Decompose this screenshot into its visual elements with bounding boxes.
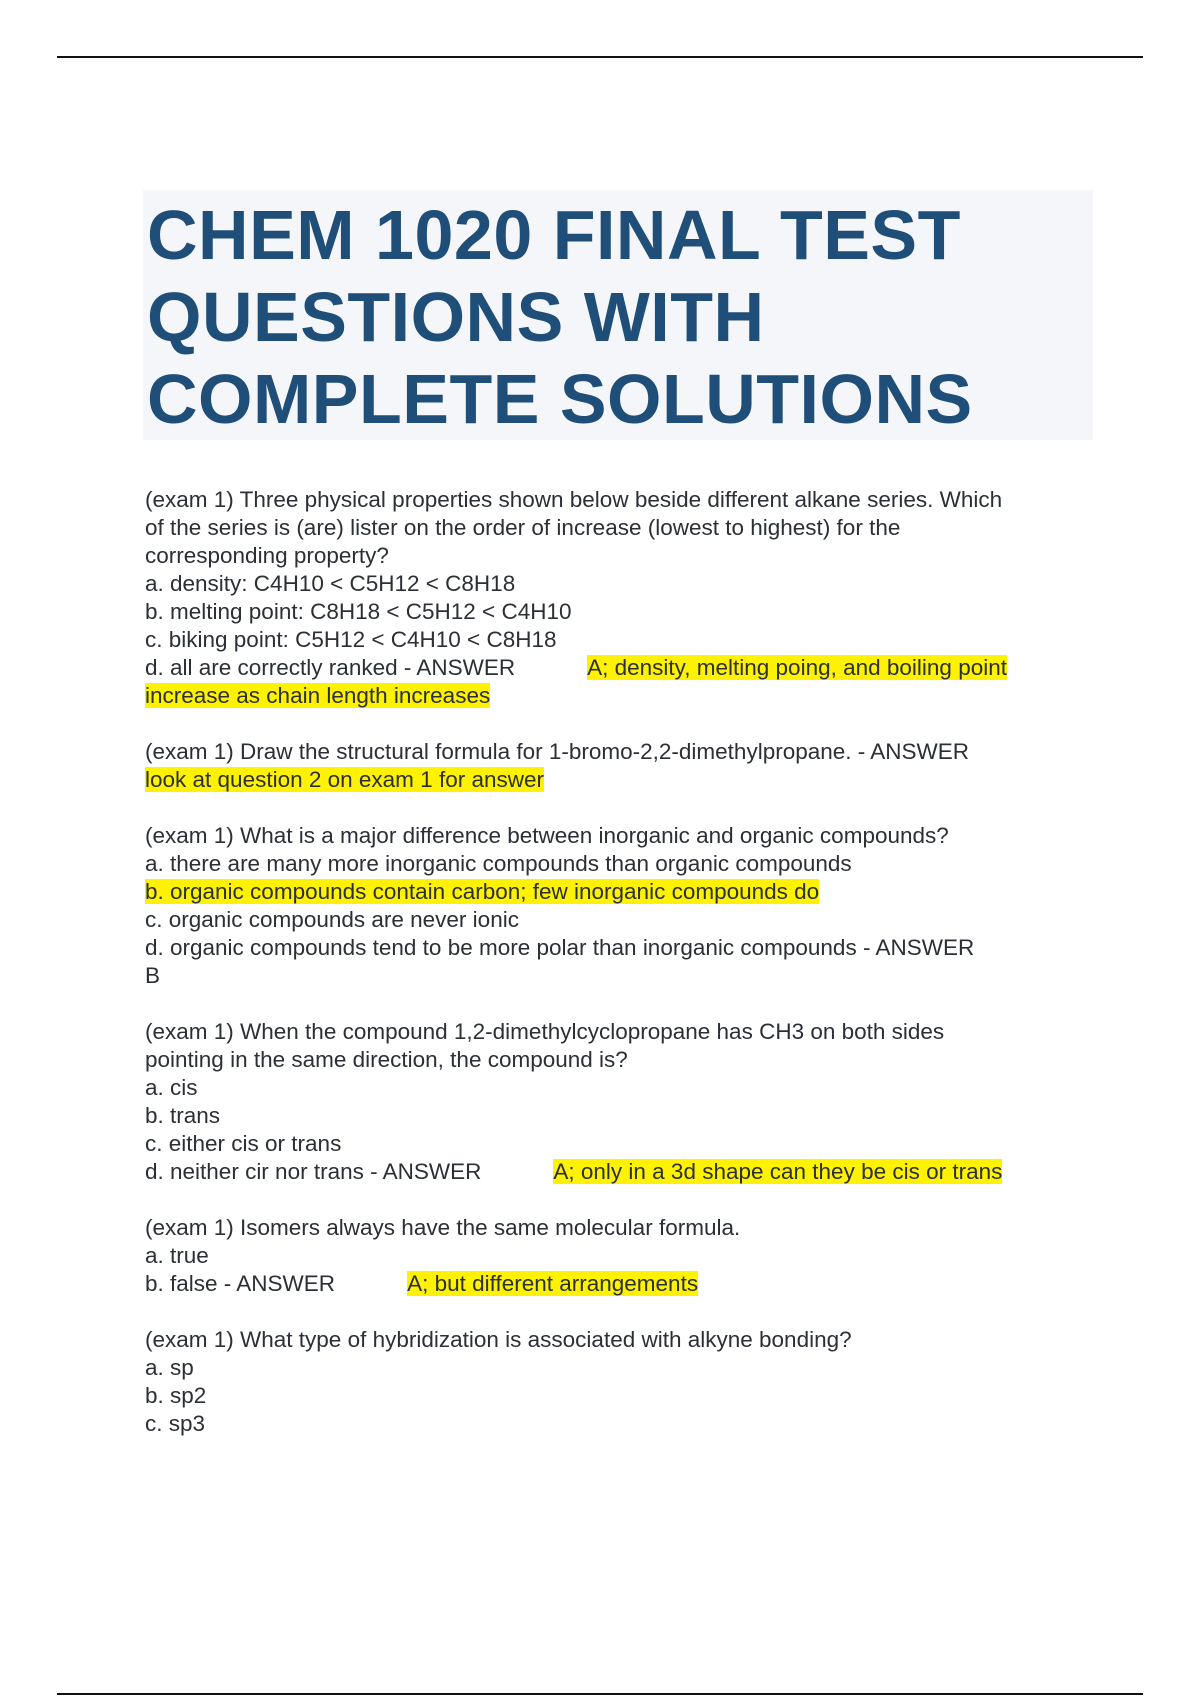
answer-line (145, 682, 1085, 710)
option-line: b. sp2 (145, 1383, 207, 1408)
option-line (145, 1270, 1085, 1298)
top-rule (57, 56, 1143, 58)
answer-line: B (145, 963, 161, 988)
answer-prefix: b. false - ANSWER (145, 1271, 336, 1296)
highlighted-answer: increase as chain length increases (145, 683, 491, 708)
option-line: a. cis (145, 1075, 198, 1100)
option-line (145, 878, 1085, 906)
question-2 (145, 738, 1085, 794)
answer-prefix: d. all are correctly ranked - ANSWER (145, 655, 516, 680)
question-line: (exam 1) What type of hybridization is associated with alkyne bonding? (145, 1327, 852, 1352)
question-3 (145, 822, 1085, 990)
question-line: (exam 1) What is a major difference between inorganic and organic compounds? (145, 823, 949, 848)
document-title: CHEM 1020 FINAL TEST QUESTIONS WITH COMPLETE SOLUTIONS (147, 196, 973, 438)
option-line: a. there are many more inorganic compounds than organic compounds (145, 851, 852, 876)
question-line: of the series is (are) lister on the order of increase (lowest to highest) for the (145, 515, 901, 540)
title-box (143, 190, 1093, 440)
question-5 (145, 1214, 1085, 1298)
highlighted-answer: look at question 2 on exam 1 for answer (145, 767, 544, 792)
answer-prefix: d. neither cir nor trans - ANSWER (145, 1159, 482, 1184)
question-4 (145, 1018, 1085, 1186)
option-line: c. organic compounds are never ionic (145, 907, 519, 932)
option-line: a. density: C4H10 < C5H12 < C8H18 (145, 571, 516, 596)
bottom-rule (57, 1693, 1143, 1695)
option-line: c. either cis or trans (145, 1131, 342, 1156)
option-line: c. biking point: C5H12 < C4H10 < C8H18 (145, 627, 557, 652)
option-line: b. melting point: C8H18 < C5H12 < C4H10 (145, 599, 572, 624)
answer-line (145, 766, 1085, 794)
question-line: (exam 1) When the compound 1,2-dimethylcyclopropane has CH3 on both sides (145, 1019, 945, 1044)
question-1 (145, 486, 1085, 710)
option-line (145, 654, 1085, 682)
highlighted-answer: b. organic compounds contain carbon; few inorganic compounds do (145, 879, 820, 904)
highlighted-answer: A; but different arrangements (407, 1271, 699, 1296)
option-line: c. sp3 (145, 1411, 206, 1436)
question-line: pointing in the same direction, the compound is? (145, 1047, 628, 1072)
question-line: (exam 1) Draw the structural formula for 1-bromo-2,2-dimethylpropane. - ANSWER (145, 739, 970, 764)
question-line: (exam 1) Three physical properties shown below beside different alkane series. Which (145, 487, 1003, 512)
question-line: corresponding property? (145, 543, 389, 568)
option-line: d. organic compounds tend to be more polar than inorganic compounds - ANSWER (145, 935, 975, 960)
option-line: a. sp (145, 1355, 194, 1380)
option-line: a. true (145, 1243, 209, 1268)
option-line (145, 1158, 1085, 1186)
option-line: b. trans (145, 1103, 221, 1128)
highlighted-answer: A; density, melting poing, and boiling point (587, 655, 1007, 680)
question-line: (exam 1) Isomers always have the same molecular formula. (145, 1215, 741, 1240)
document-body (145, 486, 1085, 1466)
question-6 (145, 1326, 1085, 1438)
highlighted-answer: A; only in a 3d shape can they be cis or trans (553, 1159, 1003, 1184)
